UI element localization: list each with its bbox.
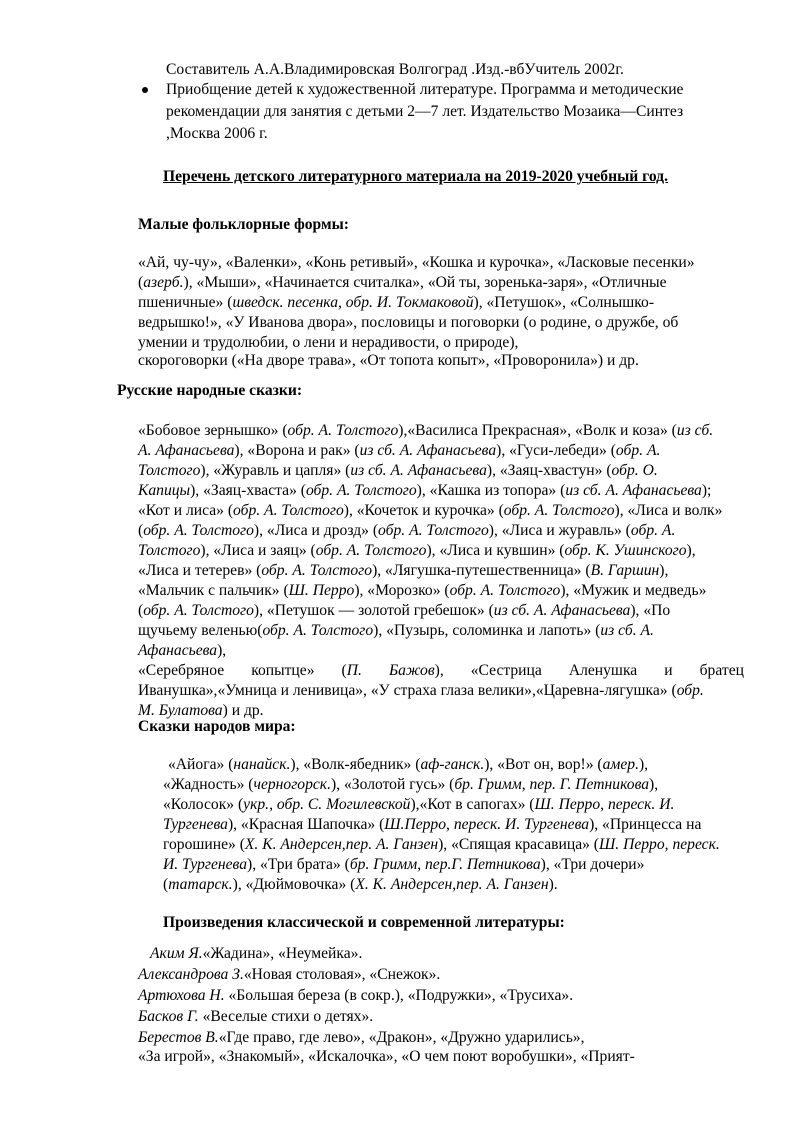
text-line: горошине» (Х. К. Андерсен,пер. А. Ганзен), «Спящая красавица» (Ш. Перро, переск. — [163, 836, 720, 853]
text-line: скороговорки («На дворе трава», «От топота копыт», «Проворонила») и др. — [138, 352, 639, 369]
text-line: (обр. А. Толстого), «Петушок — золотой гребешок» (из сб. А. Афанасьева), «По — [138, 602, 671, 619]
text-line: Составитель А.А.Владимировская Волгоград .Изд.-вбУчитель 2002г. — [166, 61, 624, 78]
text-line: (обр. А. Толстого), «Лиса и дрозд» (обр. А. Толстого), «Лиса и журавль» (обр. А. — [138, 522, 676, 539]
section-heading: Произведения классической и современной литературы: — [163, 914, 565, 931]
text-line: «Лиса и тетерев» (обр. А. Толстого), «Лягушка-путешественница» (В. Гаршин), — [138, 562, 669, 579]
text-line: Артюхова Н. «Большая береза (в сокр.), «Подружки», «Трусиха». — [138, 987, 574, 1004]
text-line: Толстого), «Лиса и заяц» (обр. А. Толстого), «Лиса и кувшин» (обр. К. Ушинского), — [138, 542, 696, 559]
text-line: Капицы), «Заяц-хваста» (обр. А. Толстого), «Кашка из топора» (из сб. А. Афанасьева); — [138, 482, 712, 499]
text-line: (татарск.), «Дюймовочка» (Х. К. Андерсен,пер. А. Ганзен). — [163, 876, 558, 893]
text-line: Аким Я.«Жадина», «Неумейка». — [150, 945, 363, 962]
list-bullet — [142, 87, 148, 93]
section-heading: Малые фольклорные формы: — [138, 216, 349, 233]
text-line: ведрышко!», «У Иванова двора», пословицы и поговорки (о родине, о дружбе, об — [138, 314, 679, 331]
text-line: «Жадность» (черногорск.), «Золотой гусь» (бр. Гримм, пер. Г. Петникова), — [163, 776, 659, 793]
text-line: «Айога» (нанайск.), «Волк-ябедник» (аф-ганск.), «Вот он, вор!» (амер.), — [168, 756, 649, 773]
text-line: А. Афанасьева), «Ворона и рак» (из сб. А. Афанасьева), «Гуси-лебеди» (обр. А. — [138, 442, 661, 459]
text-line: Афанасьева), — [138, 642, 227, 659]
text-line: (азерб.), «Мыши», «Начинается считалка», «Ой ты, зоренька-заря», «Отличные — [138, 274, 667, 291]
text-line: Приобщение детей к художественной литературе. Программа и методические — [166, 81, 684, 98]
text-line: «Кот и лиса» (обр. А. Толстого), «Кочеток и курочка» (обр. А. Толстого), «Лиса и волк» — [138, 502, 723, 519]
text-line: Иванушка»,«Умница и ленивица», «У страха глаза велики»,«Царевна-лягушка» (обр. — [138, 682, 704, 699]
text-line: «Ай, чу-чу», «Валенки», «Конь ретивый», «Кошка и курочка», «Ласковые песенки» — [138, 254, 695, 271]
section-heading: Сказки народов мира: — [138, 718, 296, 735]
text-line: Берестов В.«Где право, где лево», «Дракон», «Дружно ударились», — [138, 1029, 585, 1046]
text-line: «Мальчик с пальчик» (Ш. Перро), «Морозко» (обр. А. Толстого), «Мужик и медведь» — [138, 582, 707, 599]
text-line: умении и трудолюбии, о лени и нерадивости, о природе), — [138, 334, 519, 351]
text-line: Басков Г. «Веселые стихи о детях». — [138, 1008, 374, 1025]
text-line: Толстого), «Журавль и цапля» (из сб. А. Афанасьева), «Заяц-хвастун» (обр. О. — [138, 462, 658, 479]
text-line: Тургенева), «Красная Шапочка» (Ш.Перро, переск. И. Тургенева), «Принцесса на — [163, 816, 702, 833]
text-line: рекомендации для занятия с детьми 2—7 лет. Издательство Мозаика—Синтез — [166, 103, 684, 120]
section-heading: Русские народные сказки: — [117, 382, 303, 399]
text-line: Александрова З.«Новая столовая», «Снежок». — [138, 966, 441, 983]
text-line: «Колосок» (укр., обр. С. Могилевской),«Кот в сапогах» (Ш. Перро, переск. И. — [163, 796, 675, 813]
text-line: щучьему веленью(обр. А. Толстого), «Пузырь, соломинка и лапоть» (из сб. А. — [138, 622, 654, 639]
text-line: «Бобовое зернышко» (обр. А. Толстого),«Василиса Прекрасная», «Волк и коза» (из сб. — [138, 422, 714, 439]
text-line: «Серебряное копытце» (П. Бажов), «Сестрица Аленушка и братец — [138, 662, 744, 679]
text-line: «За игрой», «Знакомый», «Искалочка», «О чем поют воробушки», «Прият- — [138, 1048, 635, 1065]
text-line: пшеничные» (шведск. песенка, обр. И. Токмаковой), «Петушок», «Солнышко- — [138, 294, 655, 311]
page-title: Перечень детского литературного материала на 2019-2020 учебный год. — [163, 168, 668, 185]
text-line: И. Тургенева), «Три брата» (бр. Гримм, пер.Г. Петникова), «Три дочери» — [163, 856, 645, 873]
text-line: М. Булатова) и др. — [138, 702, 264, 719]
text-line: ,Москва 2006 г. — [166, 125, 268, 142]
